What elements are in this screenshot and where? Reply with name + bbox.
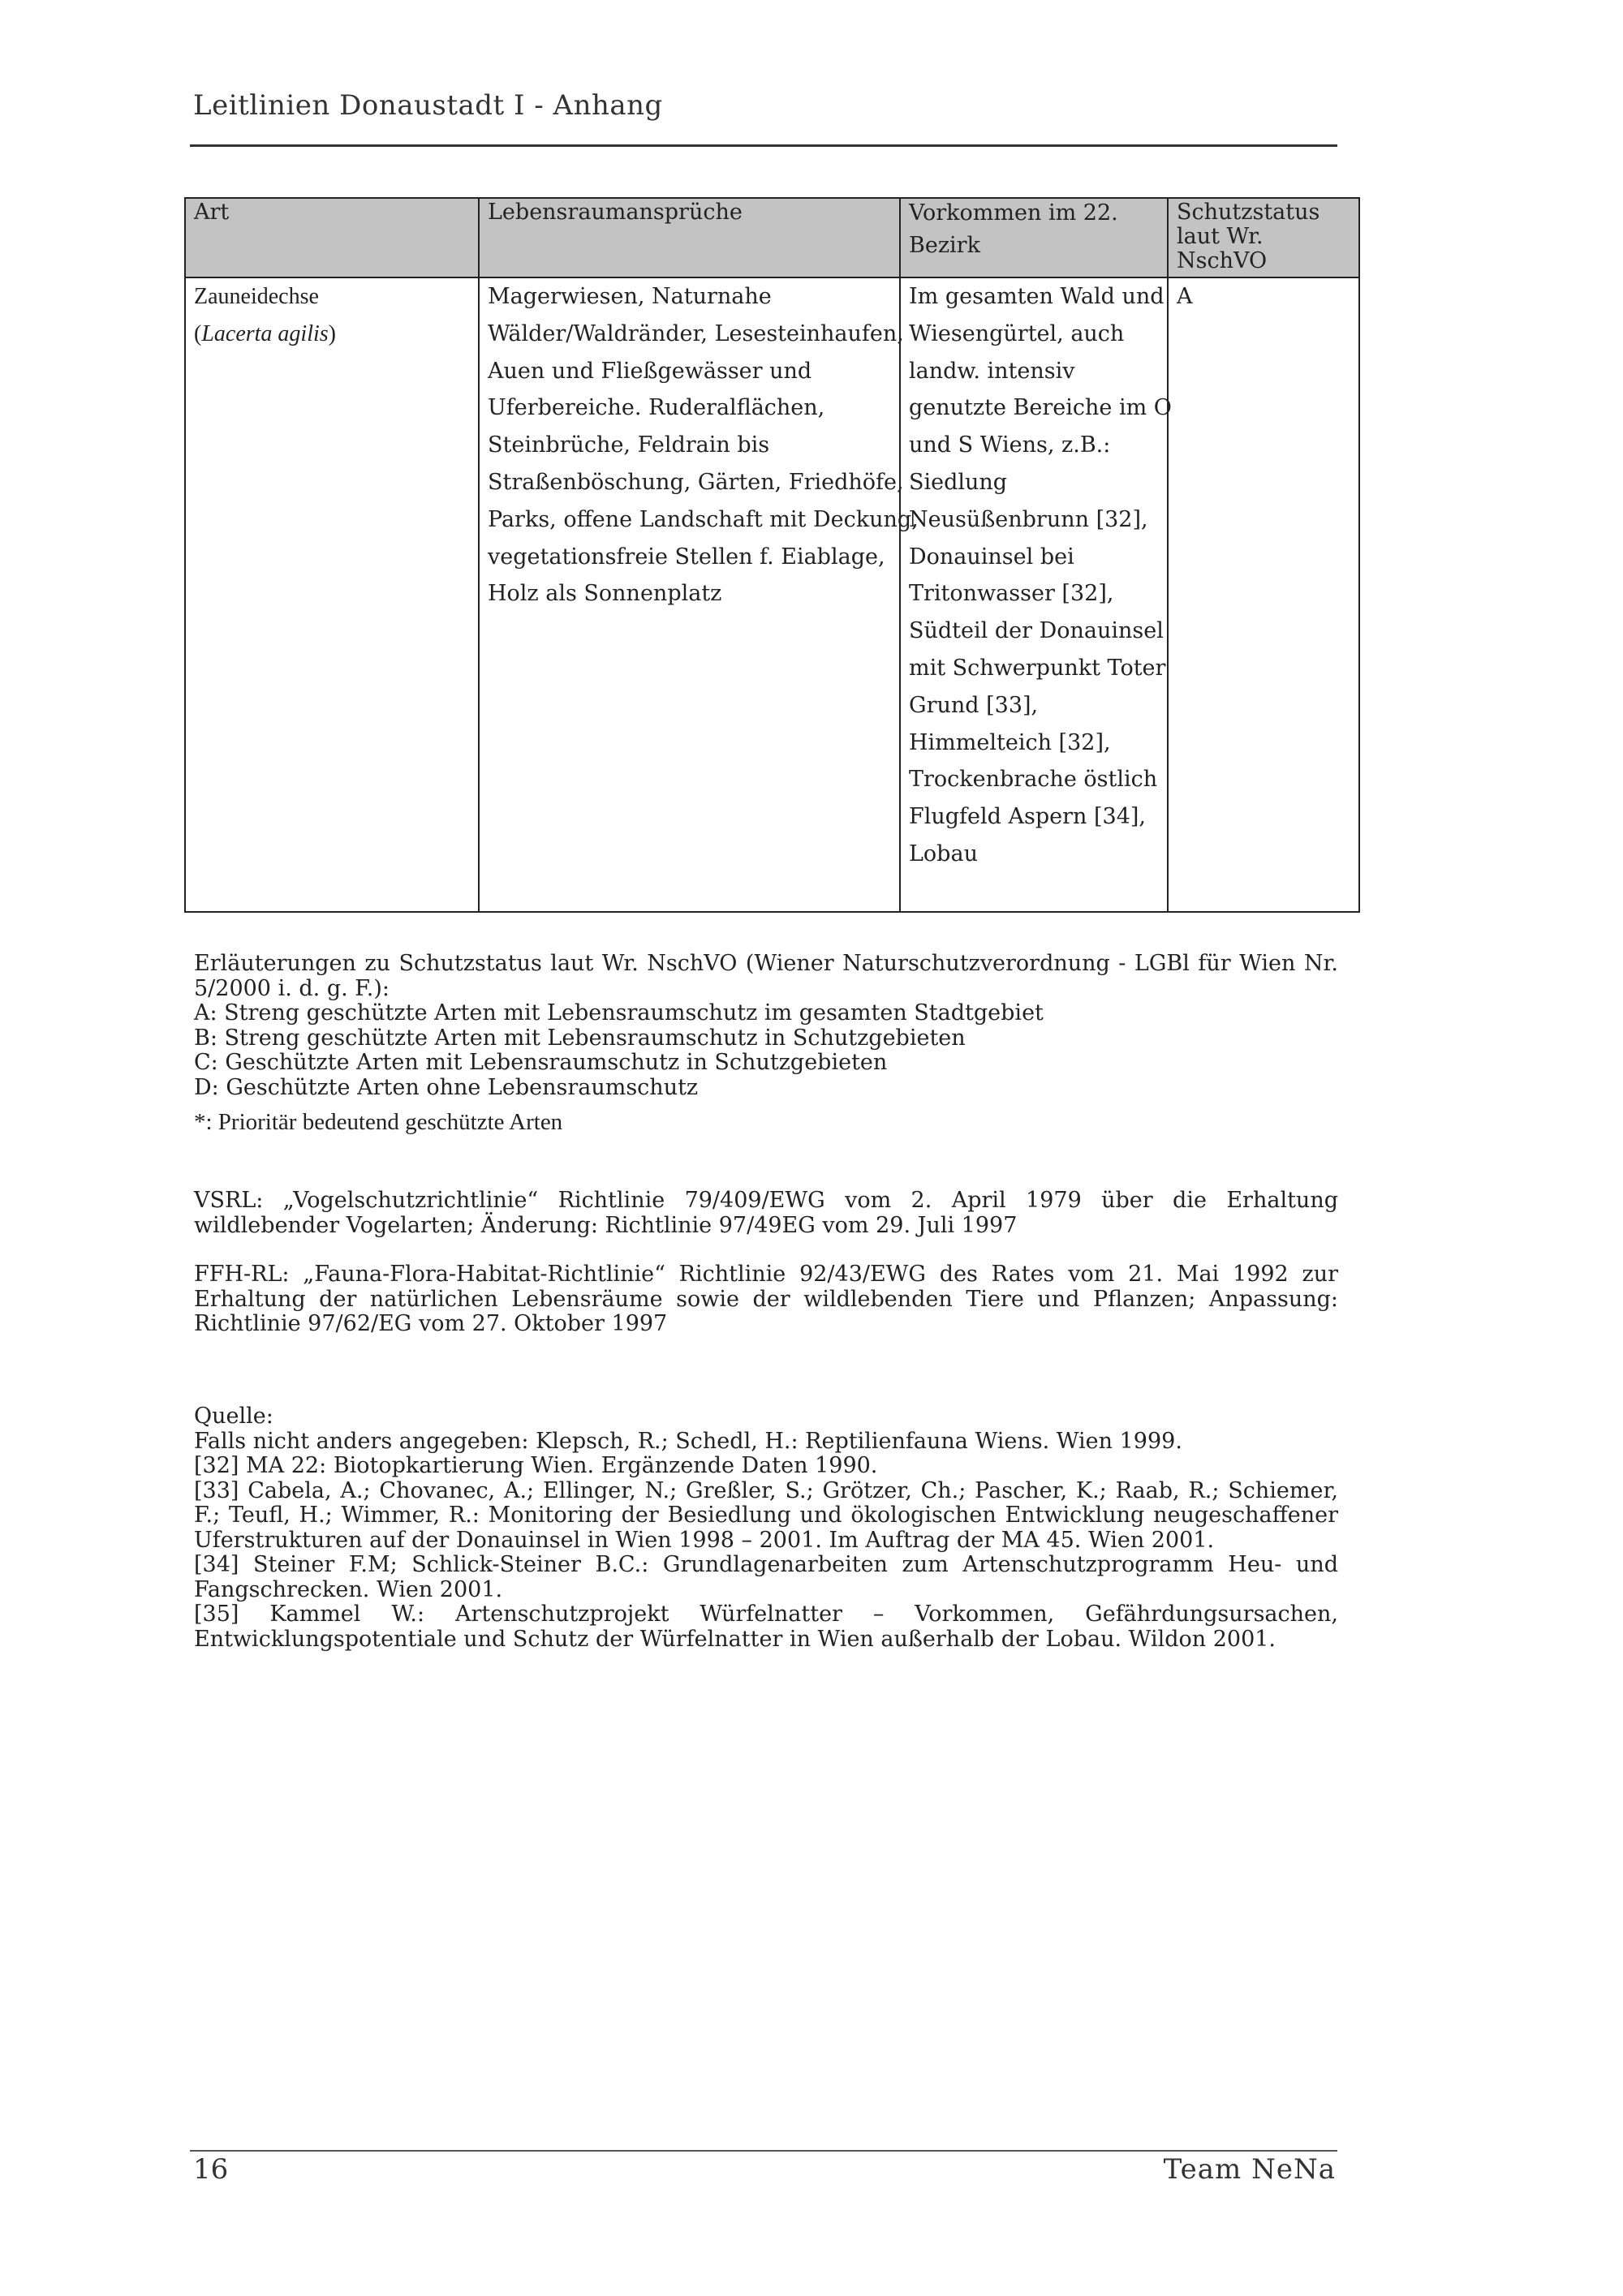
lebensraum-line: Parks, offene Landschaft mit Deckung, (488, 506, 919, 532)
source-default: Falls nicht anders angegeben: Klepsch, R.; Schedl, H.: Reptilienfauna Wiens. Wien 1999. (194, 1428, 1182, 1454)
source-35: [35] Kammel W.: Artenschutzprojekt Würfelnatter – Vorkommen, Gefährdungsursachen, Entwicklungspotentiale und Schutz der Würfelnatter in Wien außerhalb der Lobau. Wildon 2001. (194, 1602, 1338, 1652)
legend-a: A: Streng geschützte Arten mit Lebensraumschutz im gesamten Stadtgebiet (194, 1000, 1044, 1025)
vorkommen-line: Siedlung (909, 469, 1008, 495)
lebensraum-line: Straßenböschung, Gärten, Friedhöfe, (488, 469, 904, 495)
legend-intro: Erläuterungen zu Schutzstatus laut Wr. NschVO (Wiener Naturschutzverordnung - LGBl für Wien Nr. 5/2000 i. d. g. F.): (194, 951, 1338, 1001)
vorkommen-line: genutzte Bereiche im O (909, 395, 1172, 421)
vorkommen-line: Lobau (909, 841, 978, 866)
table-header-row (185, 198, 1359, 277)
sources-label: Quelle: (194, 1404, 273, 1429)
vsrl-note: VSRL: „Vogelschutzrichtlinie“ Richtlinie 79/409/EWG vom 2. April 1979 über die Erhaltung wildlebender Vogelarten; Änderung: Richtlinie 97/49EG vom 29. Juli 1997 (194, 1188, 1338, 1238)
legend-c: C: Geschützte Arten mit Lebensraumschutz in Schutzgebieten (194, 1050, 888, 1075)
page-number: 16 (193, 2153, 229, 2186)
lebensraum-line: vegetationsfreie Stellen f. Eiablage, (488, 544, 885, 570)
lebensraum-line: Steinbrüche, Feldrain bis (488, 432, 770, 458)
vorkommen-line: Donauinsel bei (909, 544, 1074, 570)
vorkommen-line: und S Wiens, z.B.: (909, 432, 1111, 458)
species-latin: (Lacerta agilis) (194, 320, 336, 346)
lebensraum-line: Holz als Sonnenplatz (488, 581, 722, 607)
ffh-note: FFH-RL: „Fauna-Flora-Habitat-Richtlinie“ Richtlinie 92/43/EWG des Rates vom 21. Mai 1992 zur Erhaltung der natürlichen Lebensräume sowie der wildlebenden Tiere und Pflanzen; Anpassung: Richtlinie 97/62/EG vom 27. Oktober 1997 (194, 1262, 1338, 1336)
lebensraum-line: Auen und Fließgewässer und (488, 358, 812, 384)
page-header-title: Leitlinien Donaustadt I - Anhang (193, 89, 663, 122)
header-divider (190, 144, 1337, 147)
species-name: Zauneidechse (194, 284, 319, 309)
sources-section (194, 1404, 1338, 1652)
header-vorkommen: Vorkommen im 22. Bezirk (900, 198, 1168, 277)
lebensraum-line: Wälder/Waldränder, Lesesteinhaufen, (488, 320, 904, 346)
vorkommen-line: Neusüßenbrunn [32], (909, 506, 1148, 532)
cell-vorkommen (900, 277, 1172, 912)
source-32: [32] MA 22: Biotopkartierung Wien. Ergänzende Daten 1990. (194, 1453, 878, 1478)
source-34: [34] Steiner F.M; Schlick-Steiner B.C.: Grundlagenarbeiten zum Artenschutzprogramm Heu- und Fangschrecken. Wien 2001. (194, 1552, 1338, 1602)
header-art: Art (185, 198, 479, 277)
legend-d: D: Geschützte Arten ohne Lebensraumschutz (194, 1074, 699, 1100)
legend-section (194, 952, 1338, 1135)
header-schutzstatus: Schutzstatus laut Wr. NschVO (1168, 198, 1359, 277)
legend-b: B: Streng geschützte Arten mit Lebensraumschutz in Schutzgebieten (194, 1025, 966, 1051)
footer-divider (190, 2150, 1337, 2152)
species-table (184, 197, 1360, 913)
footer-team: Team NeNa (1163, 2153, 1336, 2186)
header-lebensraum: Lebensraumansprüche (479, 198, 900, 277)
vorkommen-line: Flugfeld Aspern [34], (909, 804, 1147, 830)
table-row (185, 277, 1359, 912)
source-33: [33] Cabela, A.; Chovanec, A.; Ellinger, N.; Greßler, S.; Grötzer, Ch.; Pascher, K.; Raab, R.; Schiemer, F.; Teufl, H.; Wimmer, R.: Monitoring der Besiedlung und ökologischen Entwicklung neugeschaffener Uferstrukturen auf der Donauinsel in Wien 1998 – 2001. Im Auftrag der MA 45. Wien 2001. (194, 1477, 1338, 1553)
lebensraum-line: Magerwiesen, Naturnahe (488, 284, 772, 309)
vorkommen-line: Südteil der Donauinsel (909, 618, 1164, 644)
vorkommen-line: Trockenbrache östlich (909, 767, 1158, 793)
vorkommen-line: Himmelteich [32], (909, 729, 1111, 755)
lebensraum-line: Uferbereiche. Ruderalflächen, (488, 395, 825, 421)
cell-art (185, 277, 479, 912)
vorkommen-line: mit Schwerpunkt Toter (909, 655, 1166, 681)
vorkommen-line: landw. intensiv (909, 358, 1075, 384)
cell-lebensraum (479, 277, 919, 912)
cell-schutzstatus: A (1168, 277, 1359, 912)
vorkommen-line: Grund [33], (909, 692, 1039, 718)
legend-star: *: Prioritär bedeutend geschützte Arten (194, 1109, 563, 1135)
vorkommen-line: Im gesamten Wald und (909, 284, 1165, 309)
vorkommen-line: Wiesengürtel, auch (909, 320, 1125, 346)
vorkommen-line: Tritonwasser [32], (909, 581, 1114, 607)
